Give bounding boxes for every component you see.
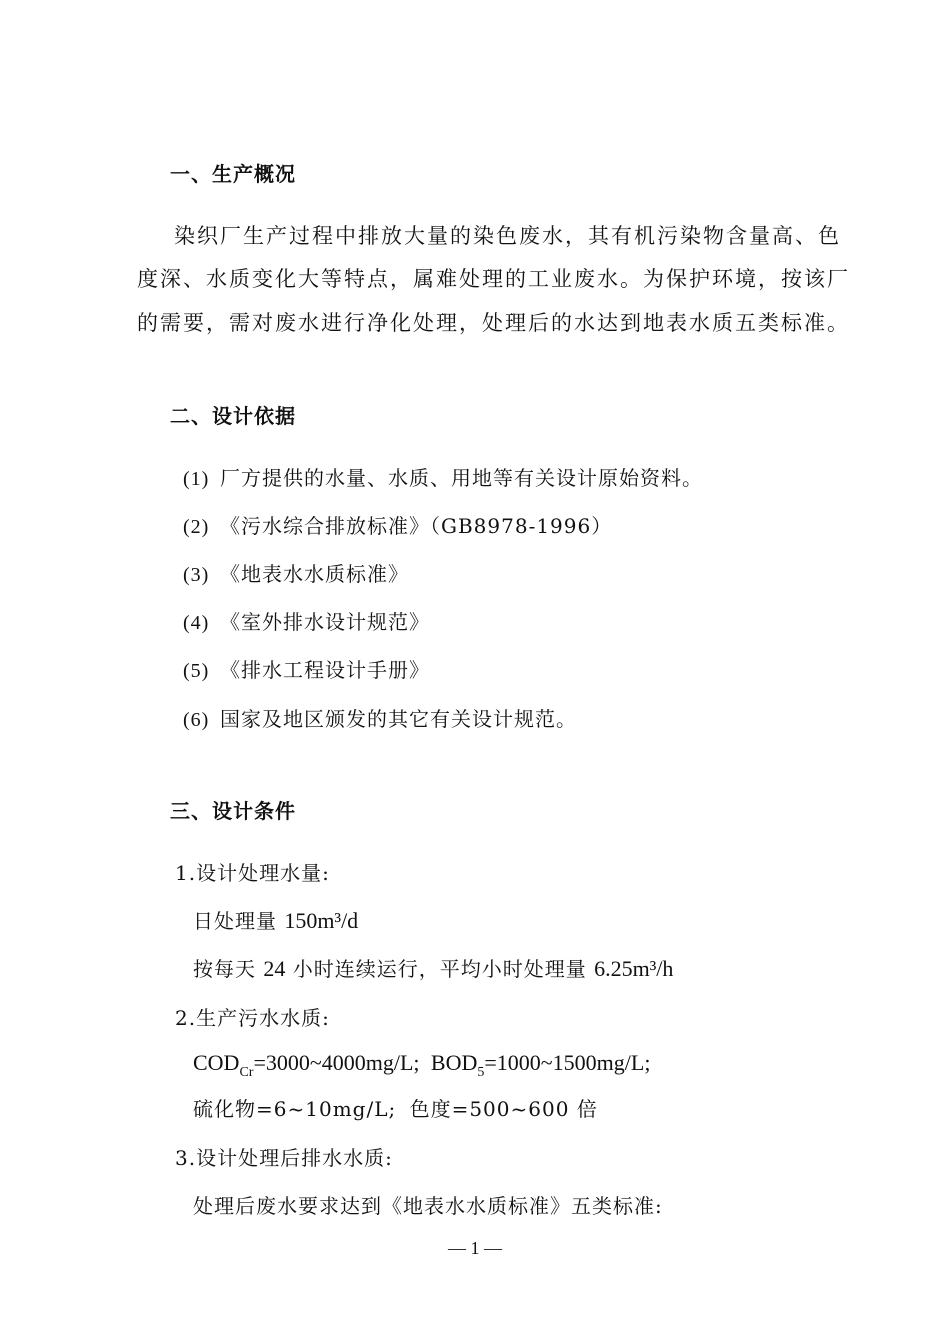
sulfide-color-line: [193, 1093, 598, 1122]
daily-label: 日处理量: [193, 909, 277, 933]
flow-subtitle: 1.设计处理水量:: [175, 861, 330, 885]
sulfide-text: 硫化物=6~10mg/L;: [193, 1097, 397, 1121]
cod-subscript: Cr: [239, 1065, 254, 1080]
item-text: 《地表水水质标准》: [220, 562, 409, 586]
section-heading-2: 二、设计依据: [170, 404, 296, 428]
hourly-mid: 小时连续运行，平均小时处理量: [292, 957, 587, 981]
item-number: (5): [183, 660, 210, 682]
color-label: 色度=500~600: [409, 1097, 570, 1121]
basis-item-1: [183, 462, 703, 491]
overview-line-1: 染织厂生产过程中排放大量的染色废水，其有机污染物含量高、色: [174, 224, 841, 248]
item-text: 《室外排水设计规范》: [220, 610, 430, 634]
effluent-subtitle: 3.设计处理后排水水质:: [175, 1146, 393, 1170]
item-text: 国家及地区颁发的其它有关设计规范。: [220, 707, 577, 731]
influent-subtitle: 2.生产污水水质:: [175, 1006, 330, 1030]
bod-subscript: 5: [477, 1065, 485, 1080]
hourly-value: 6.25m³/h: [594, 956, 674, 981]
item-text: 厂方提供的水量、水质、用地等有关设计原始资料。: [220, 466, 703, 490]
hourly-pre: 按每天: [193, 957, 256, 981]
page-number: — 1 —: [448, 1238, 502, 1258]
basis-item-4: [183, 606, 430, 635]
item-number: (4): [183, 612, 210, 634]
basis-item-5: [183, 654, 430, 683]
overview-line-2: 度深、水质变化大等特点，属难处理的工业废水。为保护环境，按该厂: [137, 267, 850, 291]
hours-value: 24: [263, 956, 286, 981]
section-heading-3: 三、设计条件: [170, 799, 296, 823]
section-heading-1: 一、生产概况: [170, 162, 296, 186]
basis-item-3: [183, 558, 409, 587]
cod-value: =3000~4000mg/L;: [253, 1050, 420, 1075]
color-unit: 倍: [576, 1097, 598, 1121]
hourly-flow-line: [193, 953, 673, 982]
item-number: (1): [183, 468, 210, 490]
daily-value: 150m³/d: [284, 908, 359, 933]
item-text: 《污水综合排放标准》（GB8978-1996）: [220, 514, 613, 538]
cod-label: COD: [193, 1050, 240, 1075]
cod-bod-line: [193, 1050, 650, 1081]
effluent-text: 处理后废水要求达到《地表水水质标准》五类标准:: [193, 1194, 663, 1218]
bod-label: BOD: [430, 1050, 478, 1075]
item-text: 《排水工程设计手册》: [220, 658, 430, 682]
item-number: (2): [183, 516, 210, 538]
overview-line-3: 的需要，需对废水进行净化处理，处理后的水达到地表水质五类标准。: [137, 311, 850, 335]
basis-item-2: [183, 510, 612, 539]
basis-item-6: [183, 703, 577, 732]
daily-flow-line: [193, 905, 358, 934]
item-number: (6): [183, 709, 210, 731]
item-number: (3): [183, 564, 210, 586]
bod-value: =1000~1500mg/L;: [484, 1050, 651, 1075]
